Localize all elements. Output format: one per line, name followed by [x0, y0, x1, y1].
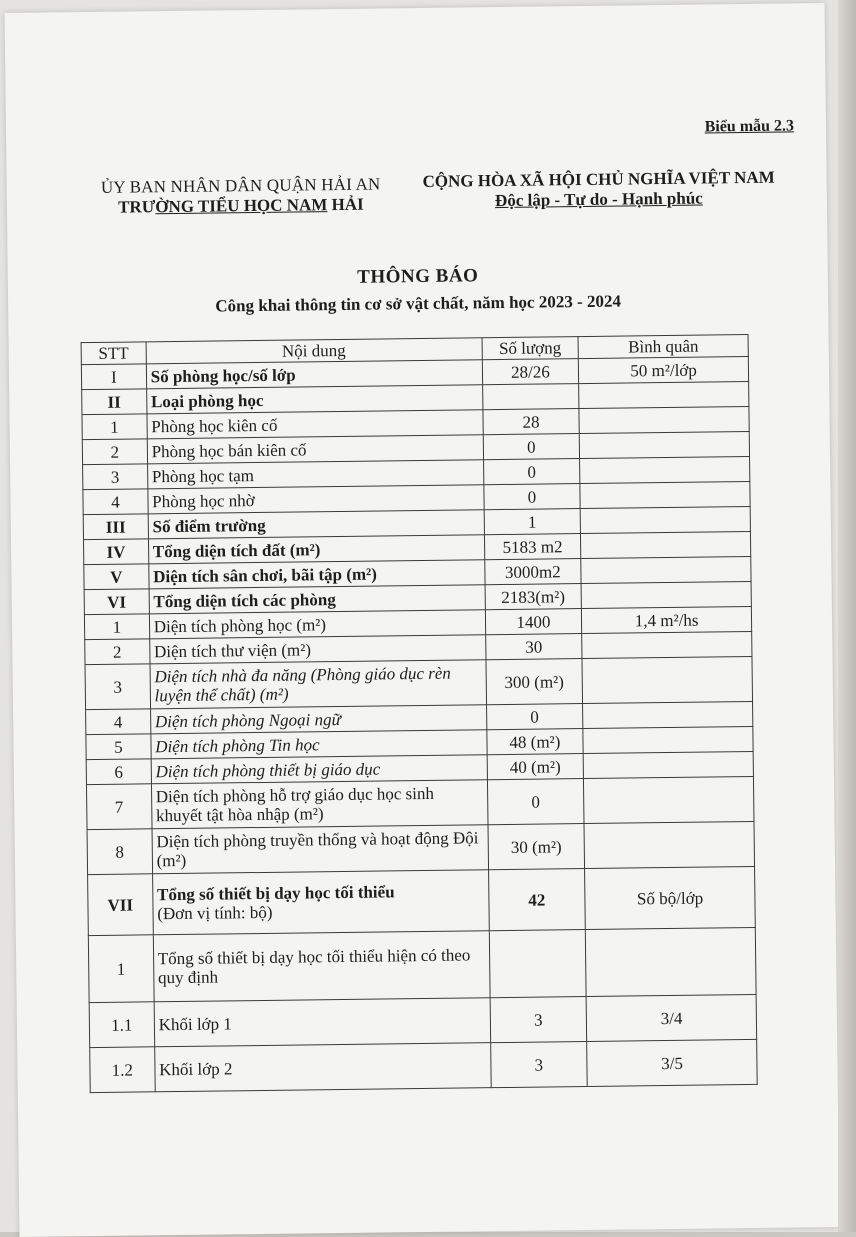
row-quantity: 300 (m²) [486, 659, 583, 705]
table-row [85, 656, 753, 709]
national-header [403, 167, 795, 212]
row-content: Diện tích phòng Tin học [151, 730, 487, 759]
row-quantity: 0 [487, 779, 584, 825]
school-name-prefix: TRƯ [118, 197, 156, 217]
school-name-underlined: ỜNG TIỂU HỌC NAM [155, 195, 328, 217]
header-stt: STT [81, 342, 146, 365]
row-average [583, 751, 753, 778]
row-average [586, 927, 757, 996]
row-stt: 8 [87, 829, 152, 875]
row-stt: 5 [86, 734, 151, 760]
row-quantity: 40 (m²) [487, 754, 584, 780]
row-content: Tổng diện tích đất (m²) [148, 535, 484, 564]
row-average: 1,4 m²/hs [582, 606, 752, 633]
row-content: Phòng học nhờ [148, 485, 484, 514]
row-content [152, 870, 489, 935]
school-name [81, 194, 401, 218]
header-average: Bình quân [578, 334, 748, 358]
row-stt: VII [88, 874, 153, 936]
document-subtitle: Công khai thông tin cơ sở vật chất, năm học 2023 - 2024 [215, 291, 622, 316]
row-quantity: 1 [484, 509, 581, 535]
row-stt: 1.2 [90, 1047, 155, 1093]
row-content: Số điểm trường [148, 510, 484, 539]
row-stt: 3 [85, 664, 150, 710]
row-average [581, 556, 751, 583]
table-row [87, 821, 755, 874]
motto: Độc lập - Tự do - Hạnh phúc [494, 188, 703, 211]
row-content: Khối lớp 1 [154, 998, 490, 1047]
header-quantity: Số lượng [482, 337, 579, 360]
row-stt: 2 [85, 639, 150, 665]
row-average [582, 631, 752, 658]
row-average [580, 456, 750, 483]
row-stt: 1 [84, 614, 149, 640]
document-title: THÔNG BÁO [357, 265, 479, 288]
row-content: Diện tích nhà đa năng (Phòng giáo dục rèn luyện thể chất) (m²) [150, 660, 486, 709]
row-stt: 4 [83, 489, 148, 515]
row-stt: 1 [82, 414, 147, 440]
row-stt: 1.1 [89, 1002, 154, 1048]
title-block [8, 261, 829, 319]
row-quantity: 5183 m2 [484, 534, 581, 560]
row-average: 3/4 [586, 994, 756, 1041]
table-row [86, 776, 754, 829]
row-average [579, 406, 749, 433]
row-quantity: 30 (m²) [488, 824, 585, 870]
row-stt: 1 [88, 935, 154, 1003]
row-quantity: 2183(m²) [485, 584, 582, 610]
row-content: Phòng học kiên cố [147, 410, 483, 439]
header-content: Nội dung [146, 338, 482, 364]
row-content: Diện tích phòng Ngoại ngữ [150, 705, 486, 734]
nation-name: CỘNG HÒA XÃ HỘI CHỦ NGHĨA VIỆT NAM [422, 167, 775, 191]
row-content: Số phòng học/số lớp [146, 360, 482, 389]
row-quantity: 28/26 [482, 359, 579, 385]
row-average [581, 531, 751, 558]
row-content: Phòng học bán kiên cố [147, 435, 483, 464]
row-content: Phòng học tạm [147, 460, 483, 489]
row-content: Diện tích phòng hỗ trợ giáo dục học sinh khuyết tật hòa nhập (m²) [151, 780, 487, 829]
row-content: Loại phòng học [146, 385, 482, 414]
issuer-block [81, 174, 401, 218]
document-page [5, 3, 840, 1237]
row-stt: 6 [86, 759, 151, 785]
row-average: 50 m²/lớp [579, 356, 749, 383]
table-row [88, 866, 756, 935]
row-stt: I [81, 364, 146, 390]
row-content: Khối lớp 2 [154, 1043, 490, 1092]
row-quantity: 48 (m²) [486, 729, 583, 755]
row-stt: 3 [83, 464, 148, 490]
row-stt: 2 [82, 439, 147, 465]
row-content: Tổng diện tích các phòng [149, 585, 485, 614]
row-average: 3/5 [587, 1039, 757, 1086]
row-average [581, 581, 751, 608]
row-average: Số bộ/lớp [585, 866, 755, 929]
row-average [580, 431, 750, 458]
row-quantity: 0 [483, 459, 580, 485]
row-stt: III [83, 514, 148, 540]
row-quantity: 0 [483, 434, 580, 460]
row-content-title: Tổng số thiết bị dạy học tối thiểu [156, 882, 395, 905]
row-quantity: 3000m2 [484, 559, 581, 585]
row-stt: 4 [86, 709, 151, 735]
row-content: Tổng số thiết bị dạy học tối thiểu hiện có theo quy định [153, 931, 490, 1002]
row-content-note: (Đơn vị tính: bộ) [157, 902, 273, 924]
row-stt: V [84, 564, 149, 590]
row-average [584, 776, 754, 823]
row-average [583, 701, 753, 728]
row-stt: II [82, 389, 147, 415]
row-quantity: 30 [485, 634, 582, 660]
agency-name: ỦY BAN NHÂN DÂN QUẬN HẢI AN [100, 174, 381, 197]
row-quantity [489, 930, 587, 998]
row-quantity: 28 [482, 409, 579, 435]
facilities-table [81, 334, 758, 1093]
row-content: Diện tích phòng truyền thống và hoạt động Đội (m²) [152, 825, 488, 874]
row-content: Diện tích sân chơi, bãi tập (m²) [148, 560, 484, 589]
table-row [88, 927, 756, 1002]
row-average [582, 656, 752, 703]
row-quantity [482, 384, 579, 410]
row-quantity: 0 [483, 484, 580, 510]
row-average [584, 821, 754, 868]
row-stt: 7 [86, 784, 151, 830]
row-average [583, 726, 753, 753]
row-stt: IV [83, 539, 148, 565]
row-quantity: 0 [486, 704, 583, 730]
row-average [580, 506, 750, 533]
row-quantity: 1400 [485, 609, 582, 635]
row-content: Diện tích phòng học (m²) [149, 610, 485, 639]
form-code: Biểu mẫu 2.3 [704, 117, 795, 136]
table-row [89, 994, 757, 1047]
row-average [579, 381, 749, 408]
row-quantity: 42 [488, 869, 585, 931]
row-quantity: 3 [490, 997, 587, 1043]
school-name-suffix: HẢI [327, 194, 364, 215]
paper-edge-shadow [838, 0, 856, 1232]
row-average [580, 481, 750, 508]
table-row [90, 1039, 758, 1092]
row-quantity: 3 [490, 1042, 587, 1088]
row-content: Diện tích phòng thiết bị giáo dục [151, 755, 487, 784]
row-content: Diện tích thư viện (m²) [149, 635, 485, 664]
row-stt: VI [84, 589, 149, 615]
